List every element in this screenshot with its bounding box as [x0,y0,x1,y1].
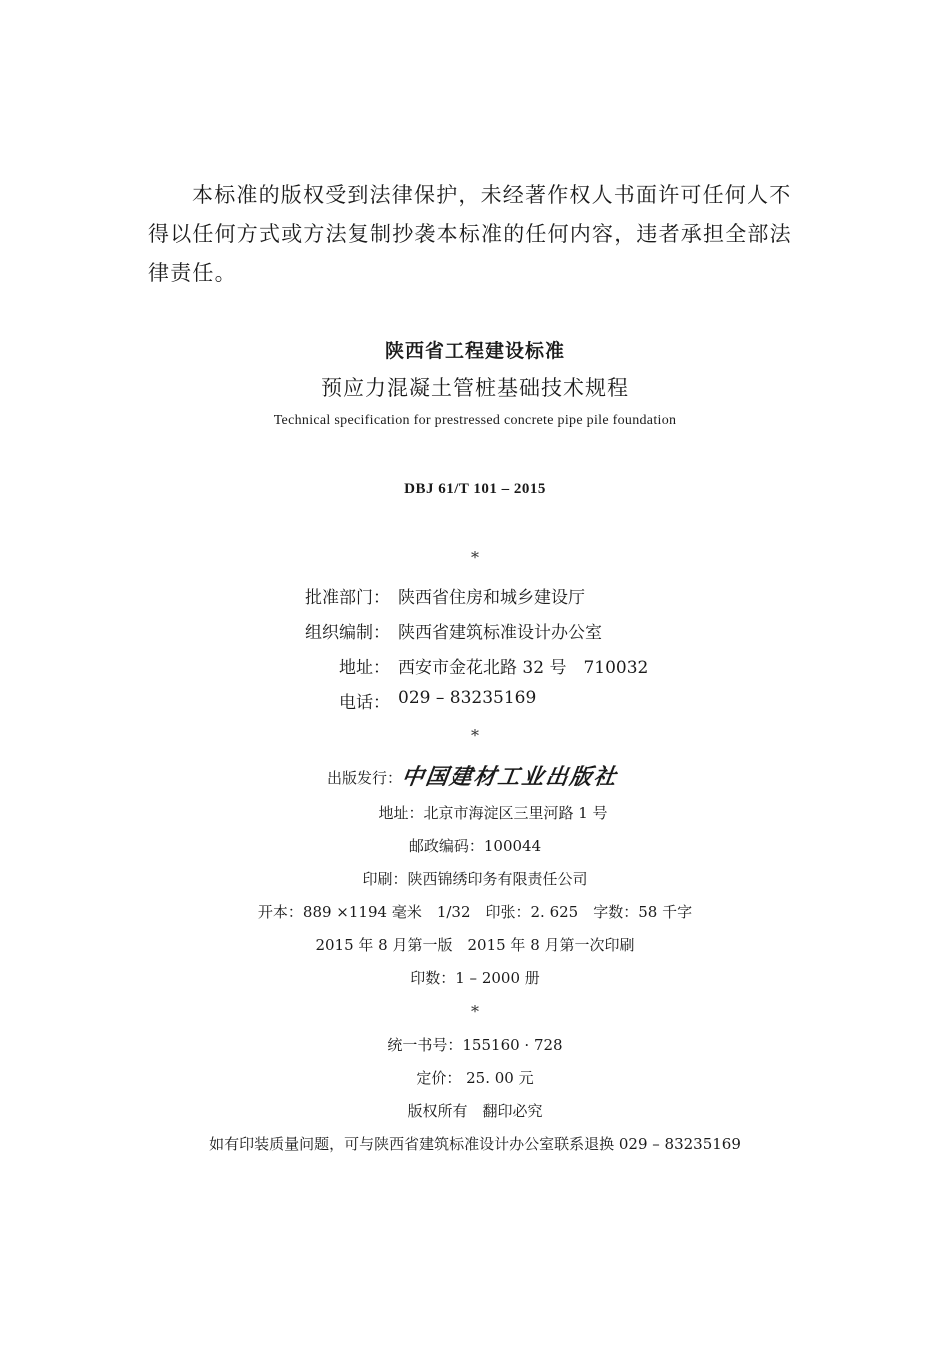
publisher-postcode: 邮政编码：100044 [408,837,542,855]
book-number: 统一书号：155160 · 728 [387,1036,563,1054]
standard-title-english: Technical specification for prestressed concrete pipe pile foundation [273,413,677,428]
compiler-phone-label: 电话： [339,693,390,713]
publisher-address: 地址：北京市海淀区三里河路 1 号 [378,804,608,822]
compiler-label: 组织编制： [305,623,390,643]
rights-notice: 版权所有 翻印必究 [407,1102,543,1120]
standard-series-title: 陕西省工程建设标准 [384,340,565,362]
book-format: 开本：889 ×1194 毫米 1/32 印张：2. 625 字数：58 千字 [257,903,693,921]
separator-star: * [471,548,479,567]
publisher-label: 出版发行： [326,769,402,787]
standard-code: DBJ 61/T 101 – 2015 [404,481,546,497]
compiler-value: 陕西省建筑标准设计办公室 [398,623,602,643]
quality-notice: 如有印装质量问题，可与陕西省建筑标准设计办公室联系退换 029 – 83235169 [209,1135,741,1153]
print-run: 印数：1 – 2000 册 [410,969,540,987]
edition-info: 2015 年 8 月第一版 2015 年 8 月第一次印刷 [315,936,635,954]
price: 定价： 25. 00 元 [416,1069,534,1087]
publisher-logo-text: 中国建材工业出版社 [399,764,620,790]
compiler-address-value: 西安市金花北路 32 号 710032 [398,658,649,678]
copyright-notice: 本标准的版权受到法律保护，未经著作权人书面许可任何人不得以任何方式或方法复制抄袭本标准的任何内容，违者承担全部法律责任。 [148,183,792,285]
separator-star: * [471,1002,479,1021]
printer: 印刷：陕西锦绣印务有限责任公司 [362,870,588,888]
standard-title: 预应力混凝土管桩基础技术规程 [321,376,629,400]
approver-value: 陕西省住房和城乡建设厅 [398,588,585,608]
compiler-phone-value: 029 – 83235169 [398,688,537,708]
compiler-address-label: 地址： [339,658,390,678]
approver-label: 批准部门： [305,588,390,608]
separator-star: * [471,726,479,745]
